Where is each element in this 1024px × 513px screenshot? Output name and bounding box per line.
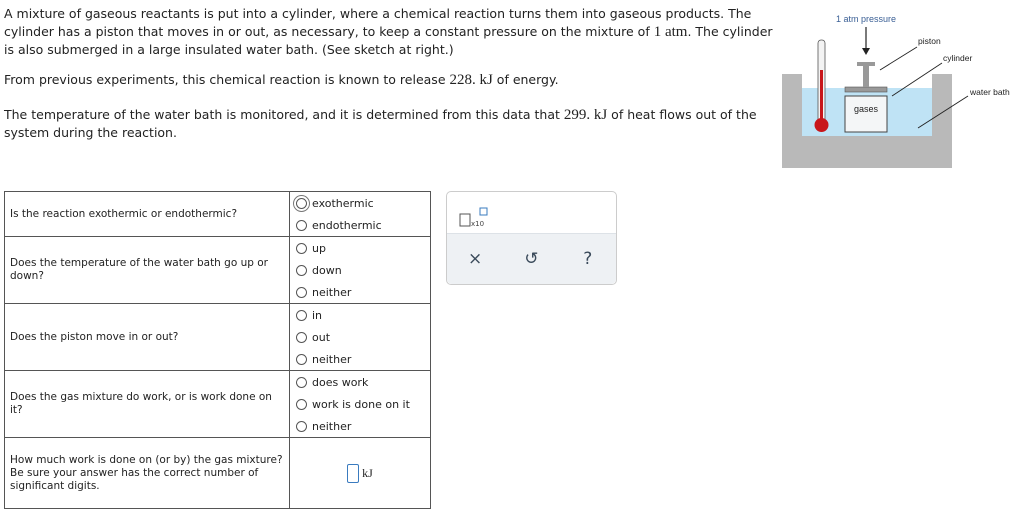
problem-intro [4, 5, 774, 59]
piston-handle [857, 62, 875, 66]
question-row [5, 371, 431, 438]
cylinder [845, 96, 887, 132]
radio-button[interactable] [296, 287, 307, 298]
option-label: exothermic [312, 196, 374, 210]
thermometer-fluid [820, 70, 823, 124]
question-row [5, 192, 431, 237]
option-label: neither [312, 419, 352, 433]
option-label: up [312, 241, 326, 255]
option-neither[interactable] [290, 348, 430, 370]
unit-label: kJ [362, 465, 373, 480]
question-text: Does the gas mixture do work, or is work done on it? [5, 371, 290, 438]
energy-text-a: From previous experiments, this chemical reaction is known to release [4, 72, 450, 87]
radio-button[interactable] [296, 377, 307, 388]
question-row [5, 438, 431, 509]
question-row [5, 237, 431, 304]
toolbox-actions [447, 233, 616, 284]
answer-options [290, 371, 431, 438]
radio-button[interactable] [296, 265, 307, 276]
option-neither[interactable] [290, 281, 430, 303]
radio-button[interactable] [296, 220, 307, 231]
pressure-label: 1 atm pressure [835, 14, 897, 24]
pressure-value: 1 atm [653, 24, 688, 40]
undo-icon[interactable]: ↺ [524, 249, 539, 269]
question-table [4, 191, 431, 509]
question-row [5, 304, 431, 371]
option-neither[interactable] [290, 415, 430, 437]
gases-label: gases [853, 104, 879, 114]
intro-text-b: . The cylinder is also submerged in a large insulated water bath. (See sketch at right.) [4, 24, 773, 57]
energy-value: 228. kJ [449, 72, 493, 88]
answer-toolbox [446, 191, 617, 285]
question-text: Does the piston move in or out? [5, 304, 290, 371]
answer-options [290, 192, 431, 237]
thermometer-bulb [815, 118, 829, 132]
option-out[interactable] [290, 326, 430, 348]
work-answer [290, 438, 430, 508]
help-icon[interactable]: ? [583, 249, 593, 269]
answer-options [290, 304, 431, 371]
radio-button[interactable] [296, 310, 307, 321]
question-text: How much work is done on (or by) the gas mixture? Be sure your answer has the correct number of significant digits. [5, 438, 290, 509]
option-label: down [312, 263, 342, 277]
option-does-work[interactable] [290, 371, 430, 393]
work-answer-input[interactable] [347, 464, 359, 483]
radio-button[interactable] [296, 354, 307, 365]
answer-cell [290, 438, 431, 509]
problem-heat [4, 106, 774, 142]
option-label: endothermic [312, 218, 382, 232]
exponent-box-icon [480, 208, 487, 215]
apparatus-sketch [780, 10, 1020, 175]
option-label: neither [312, 352, 352, 366]
sci-label: x10 [471, 220, 485, 228]
scientific-notation-button[interactable] [459, 206, 489, 228]
question-text: Is the reaction exothermic or endothermic? [5, 192, 290, 237]
water-bath-label: water bath [970, 87, 1010, 97]
heat-text-b: of heat flows out of the system during the reaction. [4, 107, 757, 140]
option-label: neither [312, 285, 352, 299]
option-endothermic[interactable] [290, 214, 430, 236]
heat-value: 299. kJ [563, 107, 608, 123]
question-text: Does the temperature of the water bath go up or down? [5, 237, 290, 304]
radio-button[interactable] [296, 399, 307, 410]
option-exothermic[interactable] [290, 192, 430, 214]
piston-rod [863, 65, 869, 87]
answer-options [290, 237, 431, 304]
radio-button[interactable] [296, 421, 307, 432]
pressure-arrowhead [862, 48, 870, 55]
clear-icon[interactable]: × [468, 249, 483, 269]
radio-button[interactable] [296, 332, 307, 343]
option-work-done-on-it[interactable] [290, 393, 430, 415]
piston-label: piston [918, 36, 941, 46]
radio-button[interactable] [296, 243, 307, 254]
mantissa-box-icon [460, 214, 470, 226]
piston-pointer [880, 47, 917, 70]
option-in[interactable] [290, 304, 430, 326]
option-up[interactable] [290, 237, 430, 259]
option-label: does work [312, 375, 369, 389]
heat-text-a: The temperature of the water bath is monitored, and it is determined from this data that [4, 107, 564, 122]
option-label: in [312, 308, 323, 322]
radio-button[interactable] [296, 198, 307, 209]
option-label: work is done on it [312, 397, 410, 411]
option-down[interactable] [290, 259, 430, 281]
energy-text-b: of energy. [492, 72, 559, 87]
piston-head [845, 87, 887, 92]
cylinder-label: cylinder [943, 53, 973, 63]
option-label: out [312, 330, 331, 344]
intro-text-a: A mixture of gaseous reactants is put into a cylinder, where a chemical reaction turns them into gaseous products. The cylinder has a piston that moves in or out, as necessary, to keep a constant pressure on the mixture of [4, 6, 752, 39]
problem-energy [4, 71, 774, 89]
